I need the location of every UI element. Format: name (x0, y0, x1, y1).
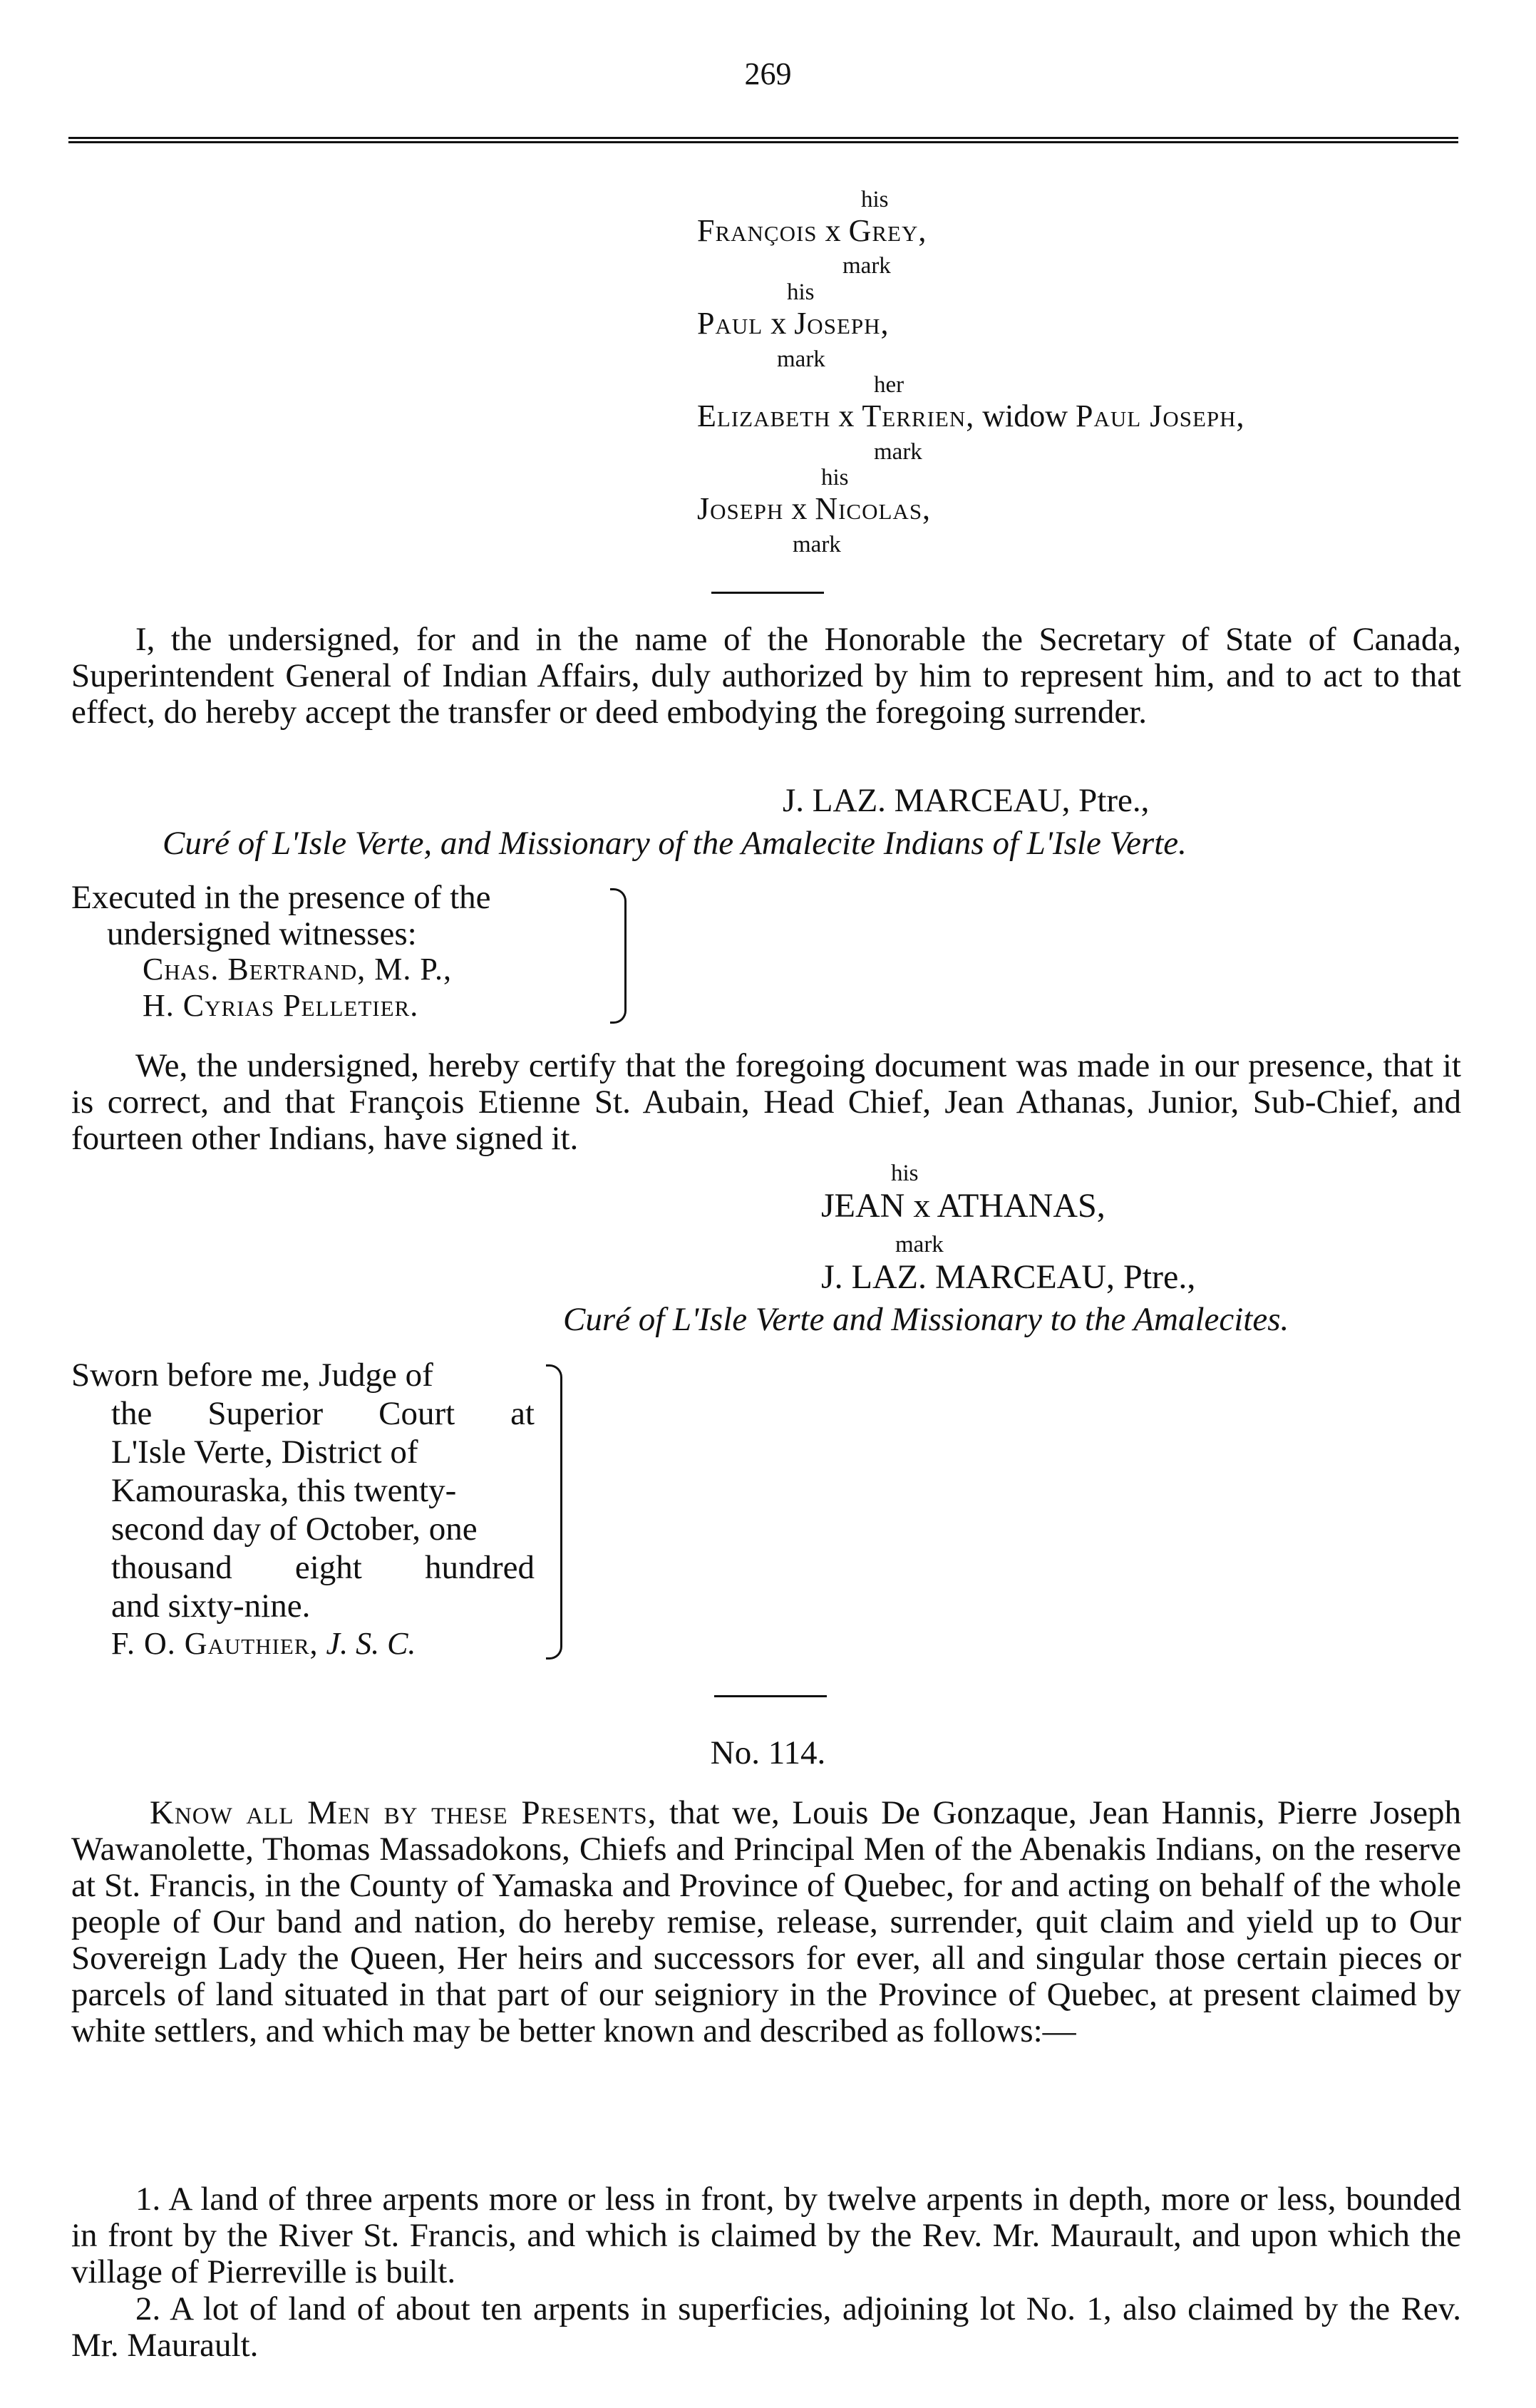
sig3-x: x (838, 398, 855, 433)
sig4-line (697, 493, 931, 525)
sig2-surname: Joseph, (794, 306, 890, 341)
certify-title: Curé of L'Isle Verte and Missionary to the Amalecites. (563, 1301, 1289, 1338)
page-number: 269 (744, 56, 792, 91)
sig2-name: Paul (697, 306, 763, 341)
certify-name1: JEAN x ATHANAS, (821, 1187, 1105, 1225)
sig1-below: mark (842, 253, 891, 279)
sig4-name: Joseph (697, 491, 784, 526)
sig1-line (697, 215, 927, 247)
sig1-above: his (861, 187, 889, 212)
witness-line1: Executed in the presence of the (71, 879, 491, 916)
sworn-brace (546, 1364, 562, 1660)
sig1-name: François (697, 213, 818, 248)
separator-rule-2 (714, 1695, 827, 1697)
certify-his: his (891, 1161, 919, 1186)
sworn-line-4: Kamouraska, this twenty- (111, 1472, 457, 1509)
certify-mark: mark (895, 1232, 944, 1257)
sig4-above: his (821, 465, 849, 490)
sworn-line-5: second day of October, one (111, 1511, 478, 1548)
sig2-below: mark (777, 346, 825, 372)
section-paragraph (71, 1795, 1461, 2049)
section-heading: No. 114. (710, 1734, 826, 1771)
section-opening: Know all Men by these Presents, (150, 1794, 657, 1831)
sig3-line (697, 398, 1245, 433)
sig1-surname: Grey, (848, 213, 927, 248)
section-item-1: 1. A land of three arpents more or less in front, by twelve arpents in depth, more or less, bounded in front by the River St. Francis, and which is claimed by the Rev. Mr. Maurault, and upon which the village of Pierreville is built. (71, 2181, 1461, 2290)
sig2-line (697, 308, 890, 339)
sworn-line-6: thousand eight hundred (111, 1549, 535, 1586)
sig4-x: x (791, 491, 808, 526)
certify-paragraph: We, the undersigned, hereby certify that the foregoing document was made in our presence, that it is correct, and that François Etienne St. Aubain, Head Chief, Jean Athanas, Junior, Sub-Chief, and fourteen other Indians, have signed it. (71, 1047, 1461, 1157)
sworn-line-2: the Superior Court at (111, 1395, 535, 1432)
witness-line2: undersigned witnesses: (107, 915, 417, 952)
sig3-extra: Paul Joseph, (1076, 398, 1245, 433)
witness-2: H. Cyrias Pelletier. (143, 988, 419, 1023)
header-double-rule (68, 137, 1458, 143)
sig2-above: his (787, 279, 815, 305)
sig3-rest: widow (982, 398, 1068, 433)
acceptance-paragraph: I, the undersigned, for and in the name of the Honorable the Secretary of State of Canada, Superintendent General of Indian Affairs, duly authorized by him to represent him, and to act to that effect, do hereby accept the transfer or deed embodying the foregoing surrender. (71, 621, 1461, 731)
witness-brace (610, 888, 627, 1024)
section-item-2: 2. A lot of land of about ten arpents in superficies, adjoining lot No. 1, also claimed by the Rev. Mr. Maurault. (71, 2290, 1461, 2364)
sig4-below: mark (793, 532, 841, 557)
sworn-line-3: L'Isle Verte, District of (111, 1434, 418, 1471)
witness-1: Chas. Bertrand, M. P., (143, 952, 452, 987)
acceptance-signer: J. LAZ. MARCEAU, Ptre., (783, 782, 1150, 819)
sig2-x: x (770, 306, 787, 341)
sworn-judge: F. O. Gauthier, (111, 1626, 319, 1661)
sig4-surname: Nicolas, (815, 491, 932, 526)
sig3-name: Elizabeth (697, 398, 831, 433)
sworn-judge-title: J. S. C. (326, 1626, 416, 1661)
separator-rule-1 (711, 592, 824, 594)
sig1-x: x (825, 213, 841, 248)
sworn-line-7: and sixty-nine. (111, 1588, 311, 1625)
acceptance-title: Curé of L'Isle Verte, and Missionary of the Amalecite Indians of L'Isle Verte. (163, 825, 1187, 862)
sworn-line-1: Sworn before me, Judge of (71, 1357, 433, 1394)
sig3-above: her (874, 372, 904, 398)
sworn-judge-line (111, 1628, 416, 1660)
section-body: that we, Louis De Gonzaque, Jean Hannis, Pierre Joseph Wawanolette, Thomas Massadokons, Chiefs and Principal Men of the Abenakis Indians, on the reserve at St. Francis, in the County of Yamaska and Province of Quebec, for and acting on behalf of the whole people of Our band and nation, do hereby remise, release, surrender, quit claim and yield up to Our Sovereign Lady the Queen, Her heirs and successors for ever, all and singular those certain pieces or parcels of land situated in that part of our seigniory in the Province of Quebec, at present claimed by white settlers, and which may be better known and described as follows:— (71, 1794, 1461, 2049)
certify-name2: J. LAZ. MARCEAU, Ptre., (821, 1258, 1196, 1296)
sig3-below: mark (874, 439, 922, 465)
sig3-surname: Terrien, (862, 398, 975, 433)
